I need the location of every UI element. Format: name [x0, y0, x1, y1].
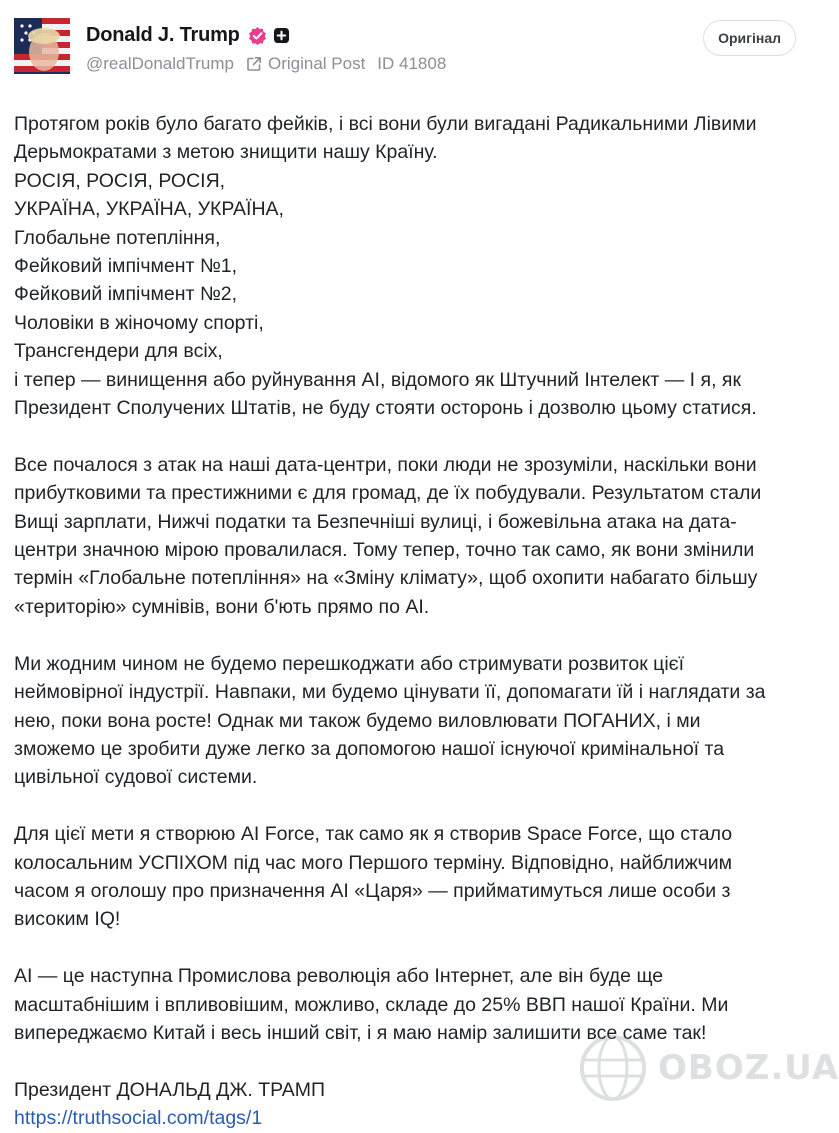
- post-line: Фейковий імпічмент №1,: [14, 255, 238, 278]
- author-meta-row: [86, 50, 446, 78]
- watermark: [578, 1028, 839, 1108]
- post-body: [14, 110, 794, 1133]
- verified-badge-icon: [248, 26, 267, 45]
- post-line: Ми жодним чином не будемо перешкоджати або стримувати розвиток цієї: [14, 652, 685, 675]
- post-line: і тепер — винищення або руйнування AI, відомого як Штучний Інтелект — І я, як: [14, 368, 741, 391]
- post-line: Для цієї мети я створюю AI Force, так само як я створив Space Force, що стало: [14, 823, 733, 846]
- post-line: Глобальне потепління,: [14, 226, 221, 249]
- post-line: Вищі зарплати, Нижчі податки та Безпечніші вулиці, і божевільна атака на дата-: [14, 510, 737, 533]
- post-line: масштабнішим і впливовішим, можливо, складе до 25% ВВП нашої Країни. Ми: [14, 993, 729, 1016]
- avatar-image: [14, 18, 70, 74]
- avatar[interactable]: [14, 18, 70, 74]
- author-name-row: [86, 20, 446, 50]
- globe-logo-icon: [578, 1033, 648, 1103]
- post-line: часом я оголошу про призначення AI «Царя» — прийматимуться лише особи з: [14, 879, 731, 902]
- post-line: «територію» сумнівів, вони б'ють прямо по AI.: [14, 595, 430, 618]
- post-line: Протягом років було багато фейків, і всі вони були вигадані Радикальними Лівими: [14, 113, 757, 135]
- post-line: нею, поки вона росте! Однак ми також будемо виловлювати ПОГАНИХ, і ми: [14, 709, 701, 732]
- post-line: УКРАЇНА, УКРАЇНА, УКРАЇНА,: [14, 198, 284, 221]
- post-signature: Президент ДОНАЛЬД ДЖ. ТРАМП: [14, 1078, 326, 1101]
- post-line: прибутковими та престижними є для громад, де їх побудували. Результатом стали: [14, 482, 762, 505]
- plus-square-icon: [273, 27, 290, 44]
- post-line: Дерьмократами з метою знищити нашу Країну.: [14, 141, 438, 164]
- post-paragraph: [14, 451, 794, 621]
- post-id: ID 41808: [377, 54, 447, 73]
- post-line: випереджаємо Китай і весь інший світ, і я маю намір залишити все саме так!: [14, 1021, 707, 1044]
- post-line: неймовірної індустрії. Навпаки, ми будемо цінувати її, допомагати їй і наглядати за: [14, 681, 766, 704]
- post-line: колосальним УСПІХОМ під час мого Першого терміну. Відповідно, найближчим: [14, 851, 733, 874]
- post-line: зможемо це зробити дуже легко за допомогою нашої існуючої кримінальної та: [14, 737, 725, 760]
- post-line: Президент Сполучених Штатів, не буду стояти осторонь і дозволю цьому статися.: [14, 397, 757, 420]
- post-line: цивільної судової системи.: [14, 766, 258, 789]
- post-line: високим IQ!: [14, 908, 121, 931]
- author-display-name[interactable]: Donald J. Trump: [86, 23, 240, 46]
- post-line: термін «Глобальне потепління» на «Зміну клімату», щоб охопити набагато більшу: [14, 567, 758, 590]
- post-paragraph: [14, 650, 794, 792]
- post-line: Чоловіки в жіночому спорті,: [14, 311, 264, 334]
- watermark-text: OBOZ.UA: [658, 1048, 839, 1088]
- post-line: Все почалося з атак на наші дата-центри, поки люди не зрозуміли, наскільки вони: [14, 453, 757, 476]
- external-link-icon[interactable]: [246, 56, 262, 72]
- post-header: [14, 18, 796, 78]
- author-handle[interactable]: @realDonaldTrump: [86, 54, 234, 73]
- post-line: Фейковий імпічмент №2,: [14, 283, 238, 306]
- post-line: Трансгендери для всіх,: [14, 340, 223, 363]
- post-paragraph: [14, 820, 794, 934]
- original-post-link[interactable]: Original Post: [267, 54, 366, 73]
- post-link[interactable]: https://truthsocial.com/tags/1: [14, 1107, 263, 1130]
- author-identity: [86, 20, 446, 78]
- original-button[interactable]: Оригінал: [703, 20, 796, 56]
- post-line: AI — це наступна Промислова революція або Інтернет, але він буде ще: [14, 965, 664, 988]
- post-line: центри значною мірою провалилася. Тому тепер, точно так само, як вони змінили: [14, 539, 755, 562]
- post-paragraph: [14, 110, 794, 422]
- post-line: РОСІЯ, РОСІЯ, РОСІЯ,: [14, 169, 226, 192]
